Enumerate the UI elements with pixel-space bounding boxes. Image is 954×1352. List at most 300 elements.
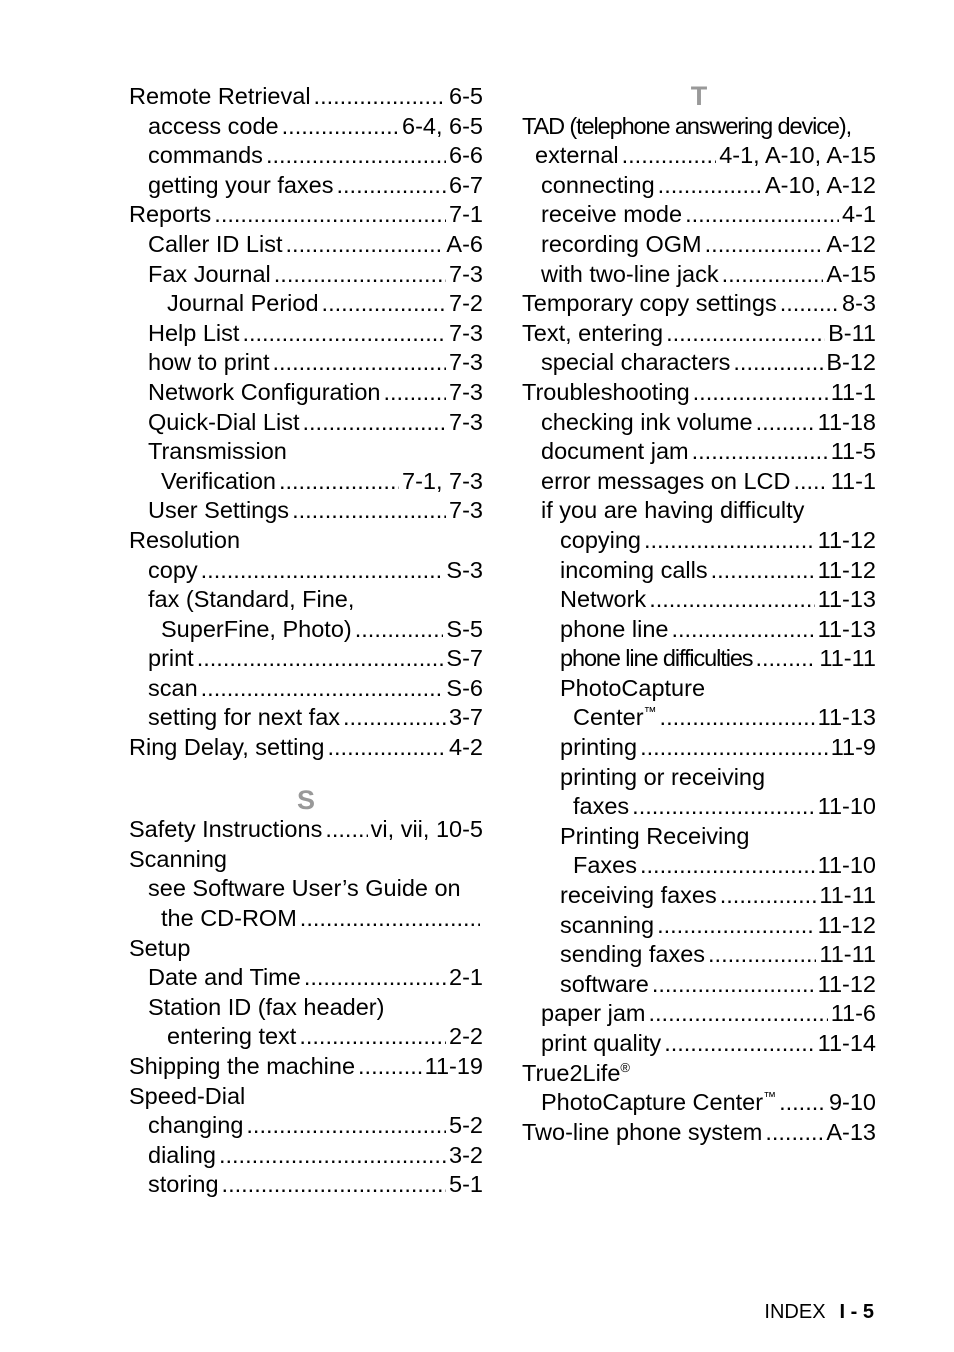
entry-term	[129, 1052, 355, 1082]
entry-page-ref: 11-11	[819, 882, 876, 909]
entry-term	[129, 733, 325, 763]
dot-leader	[765, 1118, 823, 1148]
index-entry	[129, 1141, 483, 1171]
entry-page-ref: 3-2	[449, 1141, 483, 1168]
entry-page-ref: 6-7	[449, 171, 483, 198]
entry-term-text: fax (Standard, Fine,	[148, 586, 355, 613]
entry-term	[560, 763, 765, 793]
entry-term	[560, 585, 646, 615]
page-footer	[764, 1300, 874, 1324]
index-entry	[129, 496, 483, 526]
entry-page-ref: 6-4, 6-5	[402, 112, 483, 139]
entry-page-ref: 7-3	[449, 378, 483, 405]
dot-leader	[358, 1052, 422, 1082]
entry-term	[148, 230, 283, 260]
entry-term	[522, 1059, 630, 1089]
entry-page-ref: 7-3	[449, 408, 483, 435]
entry-term-text: changing	[148, 1112, 244, 1139]
entry-term-text: printing	[560, 734, 638, 761]
entry-page-ref: 7-1	[449, 201, 483, 228]
entry-page-ref: 2-1	[449, 964, 483, 991]
dot-leader	[664, 1029, 814, 1059]
index-entry	[522, 585, 876, 615]
entry-term	[129, 934, 190, 964]
entry-term-text: Station ID (fax header)	[148, 993, 385, 1020]
index-entry	[522, 230, 876, 260]
trademark-mark: ™	[763, 1089, 777, 1105]
entry-term-text: receiving faxes	[560, 882, 717, 909]
entry-term-text: copying	[560, 526, 641, 553]
entry-page-ref: A-6	[446, 230, 483, 257]
entry-term-text: error messages on LCD	[541, 467, 791, 494]
dot-leader	[632, 792, 814, 822]
entry-term-text: with two-line jack	[541, 260, 719, 287]
entry-page-ref: B-12	[826, 349, 876, 376]
dot-leader	[282, 112, 399, 142]
entry-page-ref: A-10, A-12	[764, 171, 876, 198]
entry-term-text: PhotoCapture	[560, 674, 706, 701]
index-entry	[129, 319, 483, 349]
entry-term-text: Fax Journal	[148, 260, 271, 287]
dot-leader	[222, 1170, 446, 1200]
entry-term	[167, 289, 319, 319]
index-entry	[522, 348, 876, 378]
entry-term	[129, 526, 240, 556]
dot-leader	[660, 703, 815, 733]
index-entry	[522, 496, 876, 526]
entry-page-ref: 11-13	[817, 615, 876, 642]
entry-term-text: SuperFine, Photo)	[161, 615, 352, 642]
entry-term-text: Transmission	[148, 438, 287, 465]
entry-term	[541, 408, 753, 438]
entry-page-ref: B-11	[828, 319, 876, 346]
index-entry	[522, 792, 876, 822]
index-entry	[522, 674, 876, 704]
entry-term	[522, 319, 663, 349]
index-entry	[129, 1082, 483, 1112]
index-entry	[129, 526, 483, 556]
registered-mark: ®	[620, 1059, 630, 1075]
entry-term-text: receive mode	[541, 201, 683, 228]
dot-leader	[304, 963, 446, 993]
dot-leader	[644, 526, 815, 556]
entry-page-ref: 11-5	[830, 438, 876, 465]
dot-leader	[214, 200, 446, 230]
index-entry	[129, 934, 483, 964]
entry-term-text: Speed-Dial	[129, 1082, 246, 1109]
section-letter-s: S	[296, 784, 315, 815]
entry-term	[522, 378, 690, 408]
entry-term-text: Shipping the machine	[129, 1053, 356, 1079]
entry-term-text: True2Life	[522, 1059, 621, 1086]
entry-page-ref: 3-7	[449, 704, 483, 731]
entry-term	[148, 437, 287, 467]
entry-term-text: setting for next fax	[148, 704, 341, 731]
entry-term-text: Troubleshooting	[522, 378, 690, 405]
entry-page-ref: 2-2	[449, 1023, 483, 1050]
entry-term-text: access code	[148, 112, 279, 139]
dot-leader	[355, 615, 444, 645]
entry-page-ref: 11-19	[424, 1053, 483, 1079]
index-entry	[129, 82, 483, 112]
entry-term	[541, 348, 730, 378]
entry-term-text: Two-line phone system	[522, 1118, 763, 1145]
dot-leader	[274, 260, 446, 290]
index-entry	[522, 467, 876, 497]
entry-term	[541, 1029, 661, 1059]
index-entry	[522, 1029, 876, 1059]
entry-term-text: scanning	[560, 911, 655, 938]
entry-term-text: Network	[560, 586, 647, 613]
index-entry	[129, 703, 483, 733]
entry-page-ref: 11-13	[817, 586, 876, 613]
entry-term-text: Date and Time	[148, 964, 301, 991]
entry-page-ref: vi, vii, 10-5	[370, 816, 483, 843]
entry-term-text: phone line difficulties	[560, 645, 753, 672]
index-entry	[522, 437, 876, 467]
dot-leader	[720, 881, 817, 911]
dot-leader	[671, 615, 814, 645]
entry-page-ref: 11-12	[817, 526, 876, 553]
entry-term	[522, 289, 777, 319]
entry-term-text: storing	[148, 1171, 219, 1198]
entry-term	[148, 1111, 243, 1141]
entry-page-ref: 11-10	[817, 793, 876, 820]
index-entry	[129, 1052, 483, 1082]
entry-term	[560, 881, 717, 911]
entry-term-text: paper jam	[541, 1000, 646, 1027]
entry-term	[522, 112, 851, 142]
dot-leader	[708, 940, 816, 970]
entry-page-ref: 11-1	[830, 467, 876, 494]
entry-page-ref: 4-2	[449, 734, 483, 761]
dot-leader	[755, 644, 816, 674]
dot-leader	[337, 171, 447, 201]
dot-leader	[314, 82, 446, 112]
entry-page-ref: 11-10	[817, 852, 876, 879]
entry-term-text: document jam	[541, 438, 689, 465]
entry-page-ref: 7-3	[449, 319, 483, 346]
index-entry	[129, 230, 483, 260]
index-entry	[522, 703, 876, 733]
entry-term	[148, 1141, 216, 1171]
entry-term	[560, 940, 705, 970]
entry-term-text: print	[148, 645, 194, 672]
entry-page-ref: S-5	[446, 615, 483, 642]
entry-page-ref: 9-10	[828, 1089, 876, 1116]
entry-term	[148, 408, 299, 438]
entry-term	[573, 851, 637, 881]
index-entry	[129, 260, 483, 290]
entry-term	[148, 112, 279, 142]
index-entry	[522, 1118, 876, 1148]
entry-page-ref: 11-9	[830, 734, 876, 761]
index-column-left	[129, 82, 483, 1200]
entry-page-ref: 7-3	[449, 260, 483, 287]
entry-term-text: checking ink volume	[541, 408, 753, 435]
entry-term	[560, 911, 654, 941]
section-spacer	[129, 763, 483, 786]
dot-leader	[756, 408, 815, 438]
entry-page-ref: 11-11	[819, 941, 876, 968]
entry-term-text: Reports	[129, 201, 212, 228]
dot-leader	[299, 1022, 446, 1052]
entry-term	[541, 200, 682, 230]
entry-page-ref: 11-12	[817, 911, 876, 938]
index-entry	[129, 467, 483, 497]
entry-term	[541, 437, 689, 467]
entry-term	[129, 200, 211, 230]
entry-term-text: special characters	[541, 349, 731, 376]
entry-term-text: PhotoCapture Center	[541, 1089, 764, 1116]
entry-term	[167, 1022, 296, 1052]
entry-term	[541, 260, 719, 290]
entry-term	[148, 1170, 219, 1200]
entry-page-ref: 11-18	[817, 408, 876, 435]
index-entry	[522, 615, 876, 645]
entry-term	[161, 904, 297, 934]
index-entry	[129, 815, 483, 845]
entry-term-text: Setup	[129, 934, 191, 961]
entry-term	[560, 970, 649, 1000]
index-entry	[129, 408, 483, 438]
index-entry	[129, 674, 483, 704]
entry-term-text: printing or receiving	[560, 763, 766, 790]
entry-term	[541, 999, 646, 1029]
index-entry	[129, 904, 483, 934]
dot-leader	[711, 556, 815, 586]
entry-term	[535, 141, 619, 171]
index-entry	[129, 1111, 483, 1141]
entry-page-ref: 11-6	[830, 1000, 876, 1027]
entry-term	[161, 615, 352, 645]
entry-term	[541, 230, 702, 260]
index-entry	[129, 200, 483, 230]
entry-page-ref: A-15	[826, 260, 876, 287]
entry-page-ref: 7-3	[449, 349, 483, 376]
index-entry	[522, 822, 876, 852]
index-entry	[522, 141, 876, 171]
entry-term	[148, 171, 334, 201]
entry-page-ref: 11-14	[817, 1030, 876, 1056]
entry-term	[129, 845, 227, 875]
entry-term-text: Printing Receiving	[560, 822, 750, 849]
entry-page-ref: A-13	[826, 1118, 876, 1145]
entry-term-text: Scanning	[129, 845, 227, 872]
entry-term	[148, 319, 239, 349]
entry-page-ref: 4-1, A-10, A-15	[719, 142, 876, 169]
entry-term-text: Faxes	[573, 852, 637, 879]
entry-term-text: Remote Retrieval	[129, 83, 311, 109]
section-letter-t: T	[690, 81, 708, 111]
index-entry	[129, 585, 483, 615]
index-entry	[522, 171, 876, 201]
entry-term	[148, 644, 194, 674]
page-number: I - 5	[839, 1301, 874, 1323]
entry-term-text: Ring Delay, setting	[129, 734, 325, 761]
entry-page-ref: 8-3	[842, 290, 876, 317]
entry-page-ref: 11-12	[817, 556, 876, 583]
entry-term	[541, 171, 655, 201]
entry-term-text: faxes	[573, 793, 630, 820]
entry-term-text: Help List	[148, 319, 240, 346]
entry-term	[541, 467, 790, 497]
dot-leader	[779, 1088, 826, 1118]
entry-term-text: the CD-ROM	[161, 905, 297, 932]
dot-leader	[666, 319, 825, 349]
dot-leader	[246, 1111, 446, 1141]
dot-leader	[640, 733, 828, 763]
index-entry	[522, 378, 876, 408]
dot-leader	[722, 260, 824, 290]
entry-term-text: sending faxes	[560, 941, 706, 968]
entry-term	[560, 615, 668, 645]
index-entry	[522, 260, 876, 290]
index-entry	[522, 763, 876, 793]
entry-term-text: entering text	[167, 1023, 297, 1050]
entry-term	[129, 82, 311, 112]
index-entry	[522, 1059, 876, 1089]
entry-term-text: Temporary copy settings	[522, 290, 777, 317]
entry-term	[161, 467, 276, 497]
entry-term-text: TAD (telephone answering device),	[522, 112, 852, 139]
index-entry	[129, 141, 483, 171]
index-entry	[129, 171, 483, 201]
entry-page-ref: 7-3	[449, 497, 483, 524]
entry-term	[560, 526, 641, 556]
index-entry	[129, 289, 483, 319]
entry-term-text: Center	[573, 704, 644, 731]
dot-leader	[300, 904, 480, 934]
entry-term	[148, 496, 289, 526]
index-entry	[129, 733, 483, 763]
index-entry	[129, 437, 483, 467]
entry-term	[148, 348, 269, 378]
dot-leader	[705, 230, 824, 260]
dot-leader	[302, 408, 446, 438]
entry-term-text: connecting	[541, 171, 655, 198]
dot-leader	[201, 556, 444, 586]
entry-term-text: Text, entering	[522, 319, 664, 346]
index-entry	[522, 112, 876, 142]
dot-leader	[657, 911, 815, 941]
entry-term-text: Quick-Dial List	[148, 408, 300, 435]
entry-term-text: dialing	[148, 1141, 216, 1168]
entry-term-text: Verification	[161, 467, 276, 494]
dot-leader	[328, 733, 447, 763]
dot-leader	[649, 585, 814, 615]
dot-leader	[201, 674, 444, 704]
entry-term-text: scan	[148, 674, 198, 701]
entry-page-ref: 6-5	[449, 83, 483, 109]
index-entry	[522, 1088, 876, 1118]
index-entry	[129, 1170, 483, 1200]
entry-term-text: print quality	[541, 1030, 662, 1056]
entry-page-ref: 5-2	[449, 1112, 483, 1139]
index-entry	[522, 556, 876, 586]
index-entry	[129, 1022, 483, 1052]
entry-term	[148, 674, 198, 704]
index-entry	[129, 963, 483, 993]
entry-term-text: see Software User’s Guide on	[148, 875, 461, 902]
index-entry	[129, 644, 483, 674]
index-entry	[129, 348, 483, 378]
entry-term	[148, 703, 340, 733]
index-entry	[129, 112, 483, 142]
entry-term	[522, 1118, 762, 1148]
dot-leader	[693, 378, 828, 408]
dot-leader	[286, 230, 444, 260]
dot-leader	[325, 815, 367, 845]
index-entry	[129, 874, 483, 904]
index-entry	[522, 940, 876, 970]
entry-term-text: software	[560, 970, 649, 997]
index-entry	[522, 911, 876, 941]
dot-leader	[322, 289, 446, 319]
entry-term	[148, 260, 271, 290]
entry-term-text: Caller ID List	[148, 230, 283, 257]
index-entry	[522, 200, 876, 230]
index-column-right	[522, 82, 876, 1147]
dot-leader	[622, 141, 717, 171]
dot-leader	[692, 437, 828, 467]
index-entry	[522, 851, 876, 881]
index-entry	[522, 644, 876, 674]
entry-page-ref: 5-1	[449, 1171, 483, 1198]
entry-page-ref: 7-1, 7-3	[402, 467, 483, 494]
index-entry	[129, 556, 483, 586]
entry-page-ref: 11-11	[819, 645, 876, 672]
entry-term	[148, 585, 354, 615]
entry-term-text: Network Configuration	[148, 378, 381, 405]
dot-leader	[652, 970, 815, 1000]
entry-page-ref: 11-12	[817, 970, 876, 997]
entry-term	[148, 963, 301, 993]
entry-term	[560, 733, 637, 763]
entry-term	[560, 674, 705, 704]
dot-leader	[197, 644, 444, 674]
index-entry	[522, 526, 876, 556]
entry-page-ref: A-12	[826, 230, 876, 257]
dot-leader	[649, 999, 828, 1029]
index-entry	[522, 319, 876, 349]
entry-term-text: phone line	[560, 615, 669, 642]
dot-leader	[343, 703, 446, 733]
index-entry	[129, 993, 483, 1023]
entry-term-text: getting your faxes	[148, 171, 334, 198]
entry-term	[573, 792, 629, 822]
index-entry	[129, 378, 483, 408]
entry-term-text: commands	[148, 142, 263, 169]
entry-term-text: Resolution	[129, 526, 241, 553]
entry-term-text: Safety Instructions	[129, 816, 323, 843]
dot-leader	[279, 467, 399, 497]
dot-leader	[266, 141, 446, 171]
entry-page-ref: 11-13	[817, 704, 876, 731]
entry-term	[148, 141, 263, 171]
entry-term	[129, 1082, 245, 1112]
dot-leader	[219, 1141, 446, 1171]
dot-leader	[685, 200, 839, 230]
index-entry	[129, 845, 483, 875]
entry-term-text: User Settings	[148, 497, 290, 524]
entry-page-ref: 11-1	[830, 378, 876, 405]
index-entry	[522, 999, 876, 1029]
trademark-mark: ™	[643, 704, 657, 720]
entry-term	[560, 644, 752, 674]
entry-page-ref: S-3	[446, 556, 483, 583]
entry-term	[148, 874, 461, 904]
